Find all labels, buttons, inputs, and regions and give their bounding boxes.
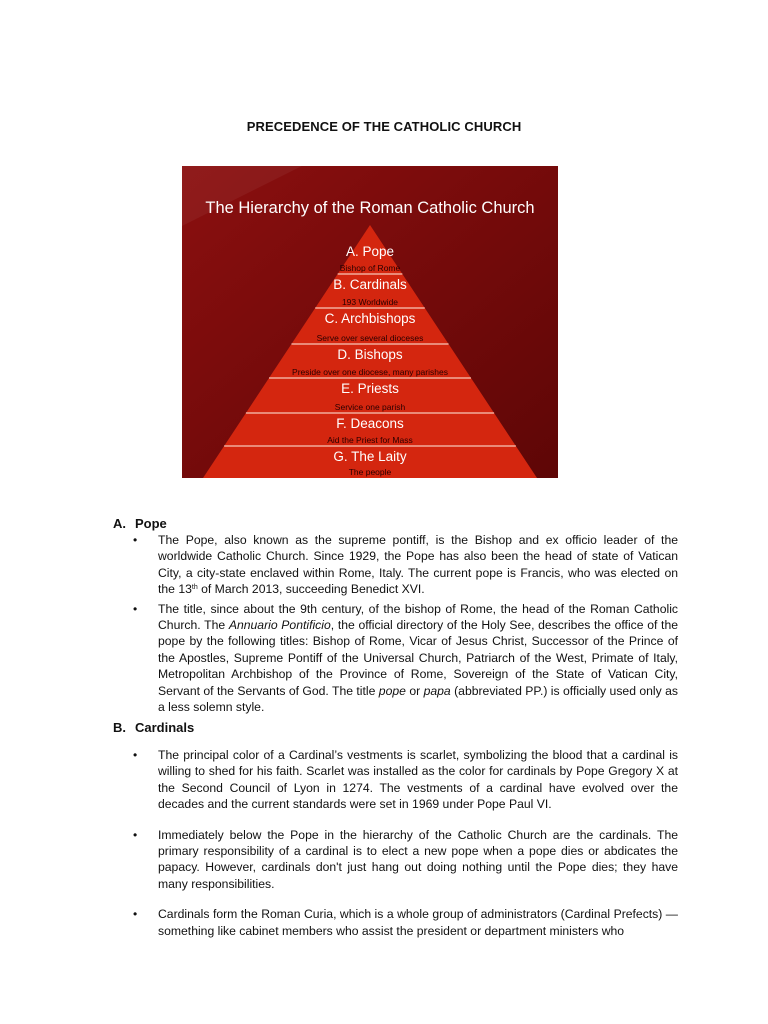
section-title: Pope [135, 516, 167, 531]
pope-bullet-1: • The Pope, also known as the supreme pontiff, is the Bishop and ex officio leader of the worldwide Catholic Church. Since 1929, the Pope has also been the head of state of Vatican City, a city-state enclaved within Rome, Italy. The current pope is Francis, who was elected on the 13th of March 2013, succeeding Benedict XVI. [130, 532, 678, 598]
tier-caption: Serve over several dioceses [316, 333, 424, 343]
tier-caption: Service one parish [334, 402, 406, 412]
cardinals-bullet-2: • Immediately below the Pope in the hierarchy of the Catholic Church are the cardinals. The primary responsibility of a cardinal is to elect a new pope when a pope dies or abdicates the papacy. However, cardinals don't just hang out doing nothing until the Pope dies; they have many responsibilities. [130, 827, 678, 893]
section-letter: B. [113, 720, 126, 735]
tier-caption: Bishop of Rome [339, 263, 401, 273]
tier-caption: The people [348, 467, 392, 477]
tier-label: A. Pope [345, 244, 395, 259]
section-letter: A. [113, 516, 126, 531]
pope-bullet-list [130, 532, 678, 715]
section-heading-cardinals [113, 720, 194, 735]
cardinals-bullet-1: • The principal color of a Cardinal’s vestments is scarlet, symbolizing the blood that a cardinal is willing to shed for his faith. Scarlet was installed as the color for cardinals by Pope Gregory X at the Second Council of Lyon in 1274. The vestments of a cardinal have evolved over the decades and the current standards were set in 1969 under Pope Paul VI. [130, 747, 678, 813]
section-heading-pope [113, 516, 167, 531]
tier-label: C. Archbishops [324, 311, 416, 326]
tier-label: B. Cardinals [333, 277, 407, 292]
tier-label: F. Deacons [336, 416, 404, 431]
tier-label: D. Bishops [337, 347, 403, 362]
cardinals-bullet-3: • Cardinals form the Roman Curia, which is a whole group of administrators (Cardinal Prefects) — something like cabinet members who assist the president or department ministers who [130, 906, 678, 939]
tier-label: G. The Laity [333, 449, 407, 464]
hierarchy-pyramid [182, 166, 558, 478]
tier-caption: Preside over one diocese, many parishes [292, 367, 448, 377]
tier-caption: 193 Worldwide [341, 297, 399, 307]
cardinals-bullet-list [130, 747, 678, 939]
figure-title: The Hierarchy of the Roman Catholic Church [205, 199, 535, 217]
tier-caption: Aid the Priest for Mass [327, 435, 413, 445]
pope-bullet-2: • The title, since about the 9th century, of the bishop of Rome, the head of the Roman Catholic Church. The Annuario Pontificio, the official directory of the Holy See, describes the office of the pope by the following titles: Bishop of Rome, Vicar of Jesus Christ, Successor of the Prince of the Apostles, Supreme Pontiff of the Universal Church, Patriarch of the West, Primate of Italy, Metropolitan Archbishop of the Province of Rome, Sovereign of the State of Vatican City, Servant of the Servants of God. The title pope or papa (abbreviated PP.) is officially used only as a less solemn style. [130, 601, 678, 716]
hierarchy-figure [182, 166, 558, 478]
page-title: PRECEDENCE OF THE CATHOLIC CHURCH [246, 119, 522, 134]
tier-label: E. Priests [341, 381, 399, 396]
section-title: Cardinals [135, 720, 195, 735]
